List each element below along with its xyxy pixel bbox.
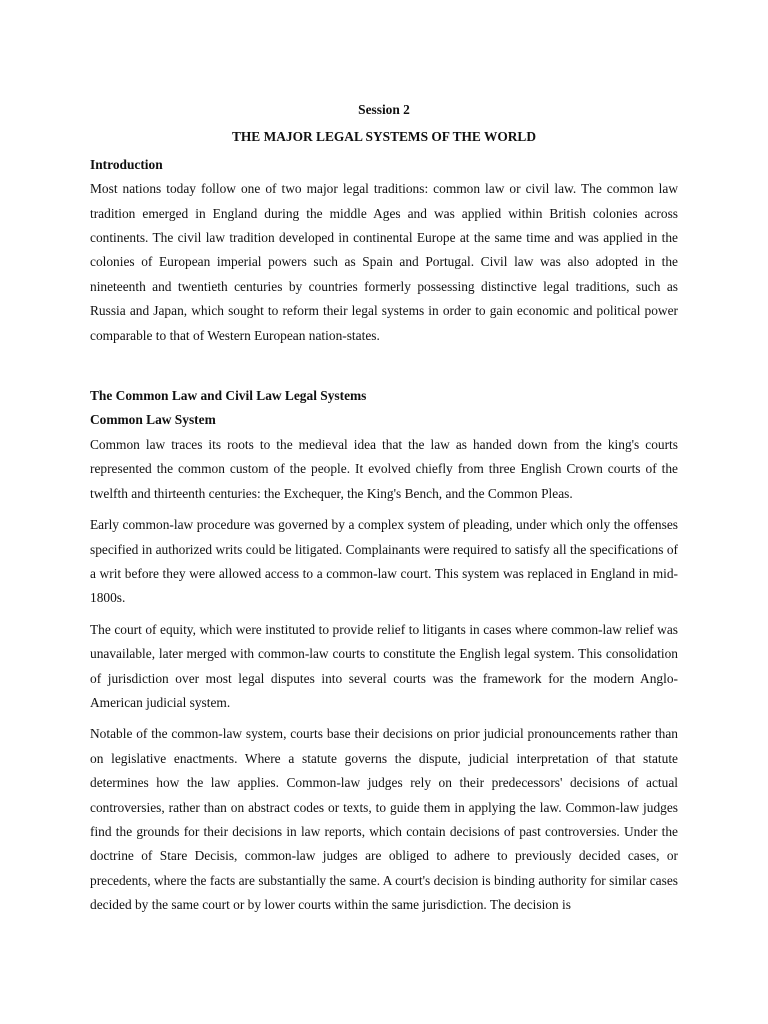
subsection-heading: Common Law System <box>90 412 216 428</box>
section-spacer <box>90 348 678 384</box>
paragraph-court-of-equity: The court of equity, which were instituted to provide relief to litigants in cases where common-law relief was unavailable, later merged with common-law courts to constitute the English legal system. This consolidation of jurisdiction over most legal disputes into several courts was the framework for the modern Anglo-American judicial system. <box>90 621 678 710</box>
document-title: THE MAJOR LEGAL SYSTEMS OF THE WORLD <box>231 129 537 145</box>
document-content <box>90 98 678 918</box>
session-label: Session 2 <box>358 102 410 117</box>
paragraph-stare-decisis: Notable of the common-law system, courts base their decisions on prior judicial pronouncements rather than on legislative enactments. Where a statute governs the dispute, judicial interpretation of that statute determines how the law applies. Common-law judges rely on their predecessors' decisions of actual controversies, rather than on abstract codes or texts, to guide them in applying the law. Common-law judges find the grounds for their decisions in law reports, which contain decisions of past controversies. Under the doctrine of Stare Decisis, common-law judges are obliged to adhere to previously decided cases, or precedents, where the facts are substantially the same. A court's decision is binding authority for similar cases decided by the same court or by lower courts within the same jurisdiction. The decision is <box>90 726 678 913</box>
introduction-heading: Introduction <box>90 156 163 172</box>
paragraph-early-procedure: Early common-law procedure was governed by a complex system of pleading, under which only the offenses specified in authorized writs could be litigated. Complainants were required to satisfy all the specifications of a writ before they were allowed access to a common-law court. This system was replaced in England in mid-1800s. <box>90 517 678 606</box>
introduction-paragraph: Most nations today follow one of two major legal traditions: common law or civil law. The common law tradition emerged in England during the middle Ages and was applied within British colonies across continents. The civil law tradition developed in continental Europe at the same time and was applied in the colonies of European imperial powers such as Spain and Portugal. Civil law was also adopted in the nineteenth and twentieth centuries by countries formerly possessing distinctive legal traditions, such as Russia and Japan, which sought to reform their legal systems in order to gain economic and political power comparable to that of Western European nation-states. <box>90 181 678 343</box>
paragraph-common-law-roots: Common law traces its roots to the medieval idea that the law as handed down from the king's courts represented the common custom of the people. It evolved chiefly from three English Crown courts of the twelfth and thirteenth centuries: the Exchequer, the King's Bench, and the Common Pleas. <box>90 436 678 501</box>
section-heading: The Common Law and Civil Law Legal Systems <box>90 388 367 404</box>
